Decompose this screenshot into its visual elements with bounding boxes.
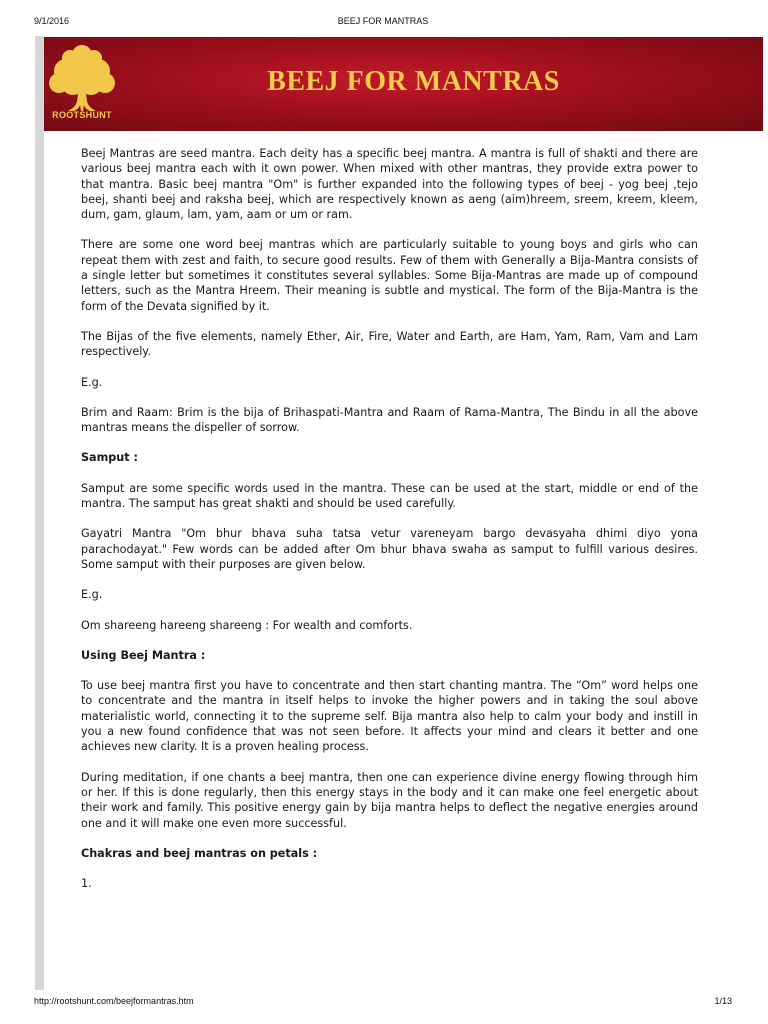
- paragraph-eg-1: E.g.: [81, 375, 103, 389]
- article-body: [81, 146, 698, 906]
- left-margin-bar: [35, 36, 44, 990]
- paragraph-brim-raam: Brim and Raam: Brim is the bija of Brihaspati-Mantra and Raam of Rama-Mantra, The Bindu in all the above mantras means the dispeller of sorrow.: [81, 405, 698, 435]
- paragraph-samput: Samput are some specific words used in the mantra. These can be used at the start, middle or end of the mantra. The samput has great shakti and should be used carefully.: [81, 481, 698, 511]
- page-number: 1/13: [714, 996, 732, 1006]
- heading-chakras: Chakras and beej mantras on petals :: [81, 846, 318, 860]
- banner-title: BEEJ FOR MANTRAS: [267, 66, 560, 97]
- paragraph-om-shareeng: Om shareeng hareeng shareeng : For wealth and comforts.: [81, 618, 413, 632]
- paragraph-meditation: During meditation, if one chants a beej mantra, then one can experience divine energy flowing through him or her. If this is done regularly, then this energy stays in the body and it can make one feel energetic about their work and family. This positive energy gain by bija mantra helps to deflect the negative energies around one and it will make one even more successful.: [81, 770, 698, 830]
- paragraph-one-word-mantras: There are some one word beej mantras which are particularly suitable to young boys and girls who can repeat them with zest and faith, to secure good results. Few of them with Generally a Bija-Mantra consists of a single letter but sometimes it constitutes several syllables. Some Bija-Mantras are made up of compound letters, such as the Mantra Hreem. Their meaning is subtle and mystical. The form of the Bija-Mantra is the form of the Devata signified by it.: [81, 238, 698, 313]
- site-banner: [44, 37, 763, 131]
- print-footer: [34, 996, 732, 1010]
- paragraph-eg-2: E.g.: [81, 588, 103, 602]
- list-item-1: 1.: [81, 877, 92, 891]
- paragraph-five-elements: The Bijas of the five elements, namely Ether, Air, Fire, Water and Earth, are Ham, Yam, Ram, Vam and Lam respectively.: [81, 329, 698, 359]
- page-url[interactable]: http://rootshunt.com/beejformantras.htm: [34, 996, 194, 1006]
- heading-samput: Samput :: [81, 451, 138, 465]
- heading-using-beej-mantra: Using Beej Mantra :: [81, 648, 206, 662]
- print-date: 9/1/2016: [34, 16, 70, 26]
- print-title: BEEJ FOR MANTRAS: [337, 16, 429, 26]
- paragraph-gayatri: Gayatri Mantra "Om bhur bhava suha tatsa vetur vareneyam bargo devasyaha dhimi diyo yona parachodayat." Few words can be added after Om bhur bhava swaha as samput to fulfill various desires. Some samput with their purposes are given below.: [81, 527, 698, 571]
- paragraph-intro: Beej Mantras are seed mantra. Each deity has a specific beej mantra. A mantra is full of shakti and there are various beej mantra each with it own power. When mixed with other mantras, they provide extra power to that mantra. Basic beej mantra "Om" is further expanded into the following types of beej - yog beej ,tejo beej, shanti beej and raksha beej, which are respectively known as aeng (aim)hreem, sreem, kreem, kleem, dum, gam, glaum, lam, yam, aam or um or ram.: [81, 147, 698, 222]
- logo-text: ROOTSHUNT: [52, 110, 112, 120]
- paragraph-using: To use beej mantra first you have to concentrate and then start chanting mantra. The “Om” word helps one to concentrate and the mantra in itself helps to invoke the higher powers and in taking the soul above materialistic world, connecting it to the supreme self. Bija mantra also help to calm your body and instill in you a new found confidence that was not seen before. It affects your mind and clears it better and one achieves new clarity. It is a proven healing process.: [81, 679, 698, 754]
- print-header: [34, 16, 732, 30]
